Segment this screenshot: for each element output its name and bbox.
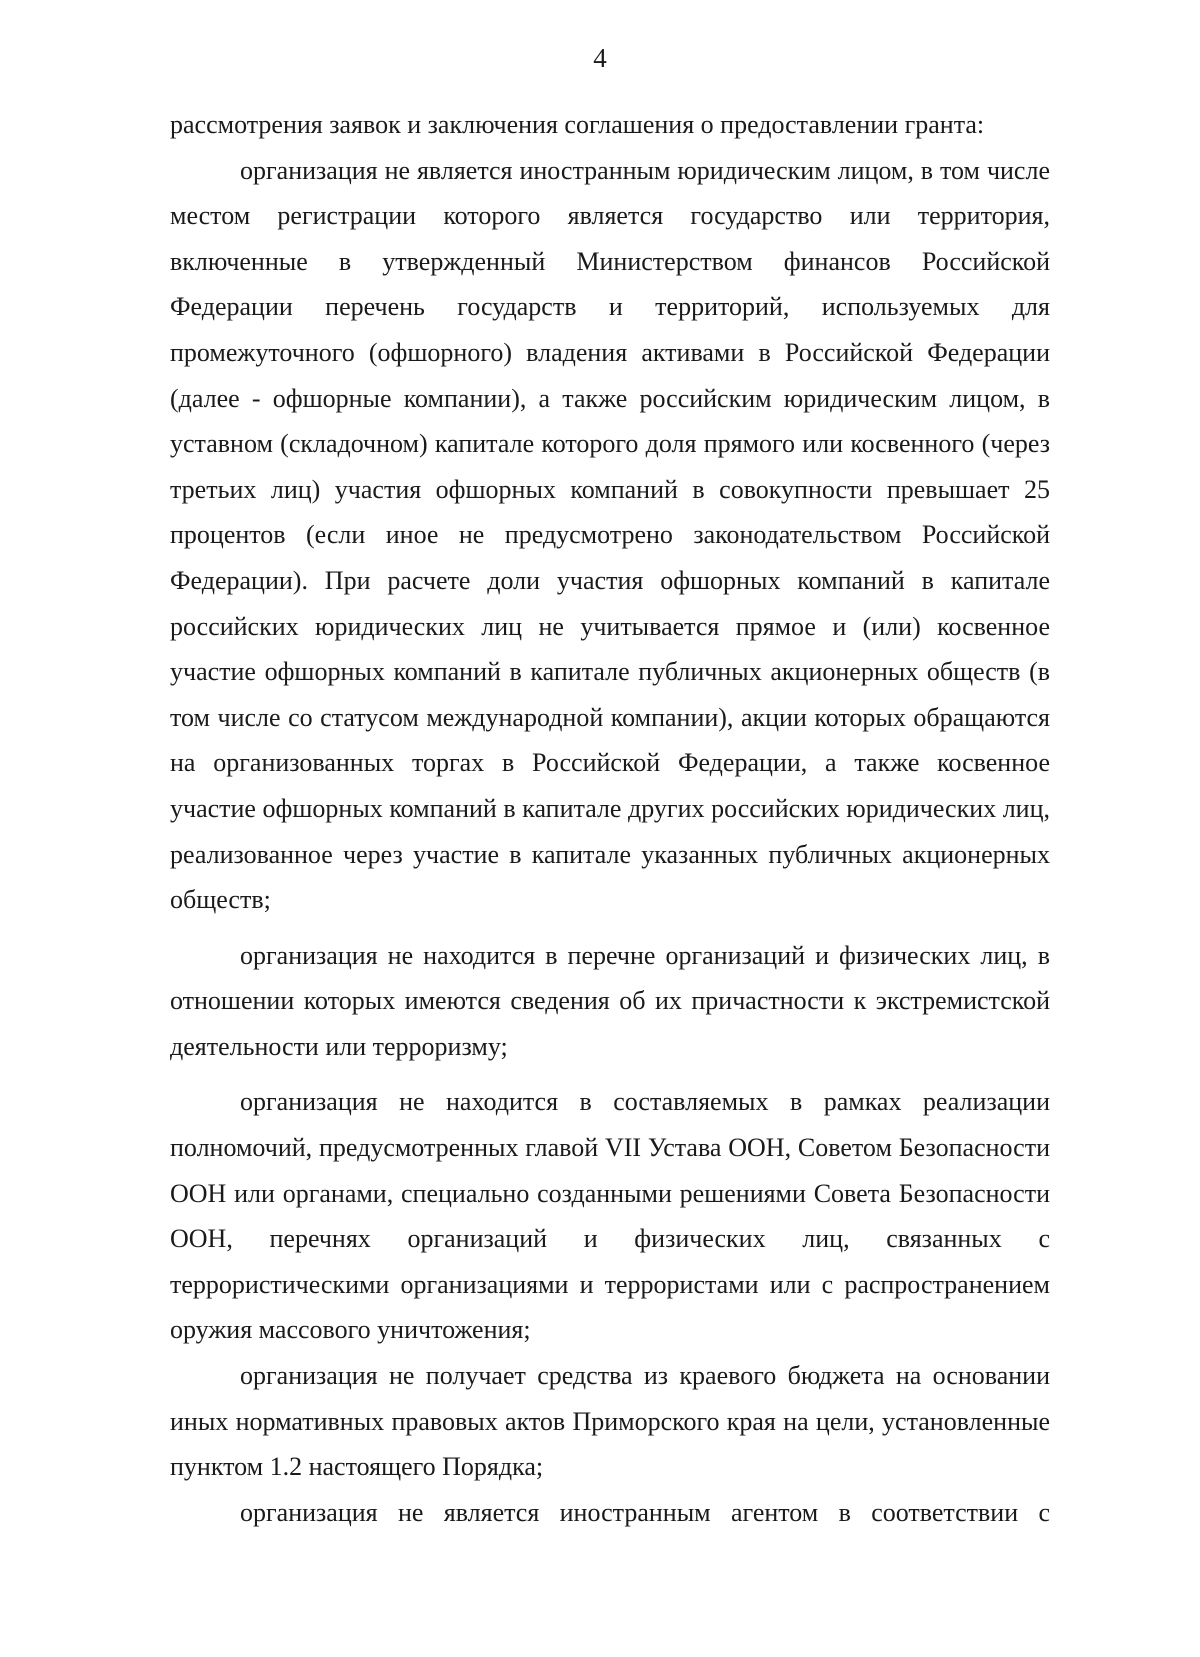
page-number: 4	[593, 43, 607, 73]
paragraph-foreign-agent-criterion: организация не является иностранным агентом в соответствии с	[240, 1497, 1050, 1527]
paragraph-un-list-criterion: организация не находится в составляемых в рамках реализации полномочий, предусмотренных главой VII Устава ООН, Советом Безопасности ООН или органами, специально созданными решениями Совета Безопасности ООН, перечнях организаций и физических лиц, связанных с террористическими организациями и террористами или с распространением оружия массового уничтожения;	[170, 1087, 1050, 1345]
document-body	[170, 102, 1050, 1535]
paragraph-offshore-criterion: организация не является иностранным юридическим лицом, в том числе местом регистрации которого является государство или территория, включенные в утвержденный Министерством финансов Российской Федерации перечень государств и территорий, используемых для промежуточного (офшорного) владения активами в Российской Федерации (далее - офшорные компании), а также российским юридическим лицом, в уставном (складочном) капитале которого доля прямого или косвенного (через третьих лиц) участия офшорных компаний в совокупности превышает 25 процентов (если иное не предусмотрено законодательством Российской Федерации). При расчете доли участия офшорных компаний в капитале российских юридических лиц не учитывается прямое и (или) косвенное участие офшорных компаний в капитале публичных акционерных обществ (в том числе со статусом международной компании), акции которых обращаются на организованных торгах в Российской Федерации, а также косвенное участие офшорных компаний в капитале других российских юридических лиц, реализованное через участие в капитале указанных публичных акционерных обществ;	[170, 155, 1050, 915]
paragraph-continuation: рассмотрения заявок и заключения соглашения о предоставлении гранта:	[170, 110, 985, 139]
paragraph-extremism-criterion: организация не находится в перечне организаций и физических лиц, в отношении которых имеются сведения об их причастности к экстремистской деятельности или терроризму;	[170, 940, 1050, 1061]
paragraph-budget-criterion: организация не получает средства из краевого бюджета на основании иных нормативных правовых актов Приморского края на цели, установленные пунктом 1.2 настоящего Порядка;	[170, 1361, 1050, 1482]
